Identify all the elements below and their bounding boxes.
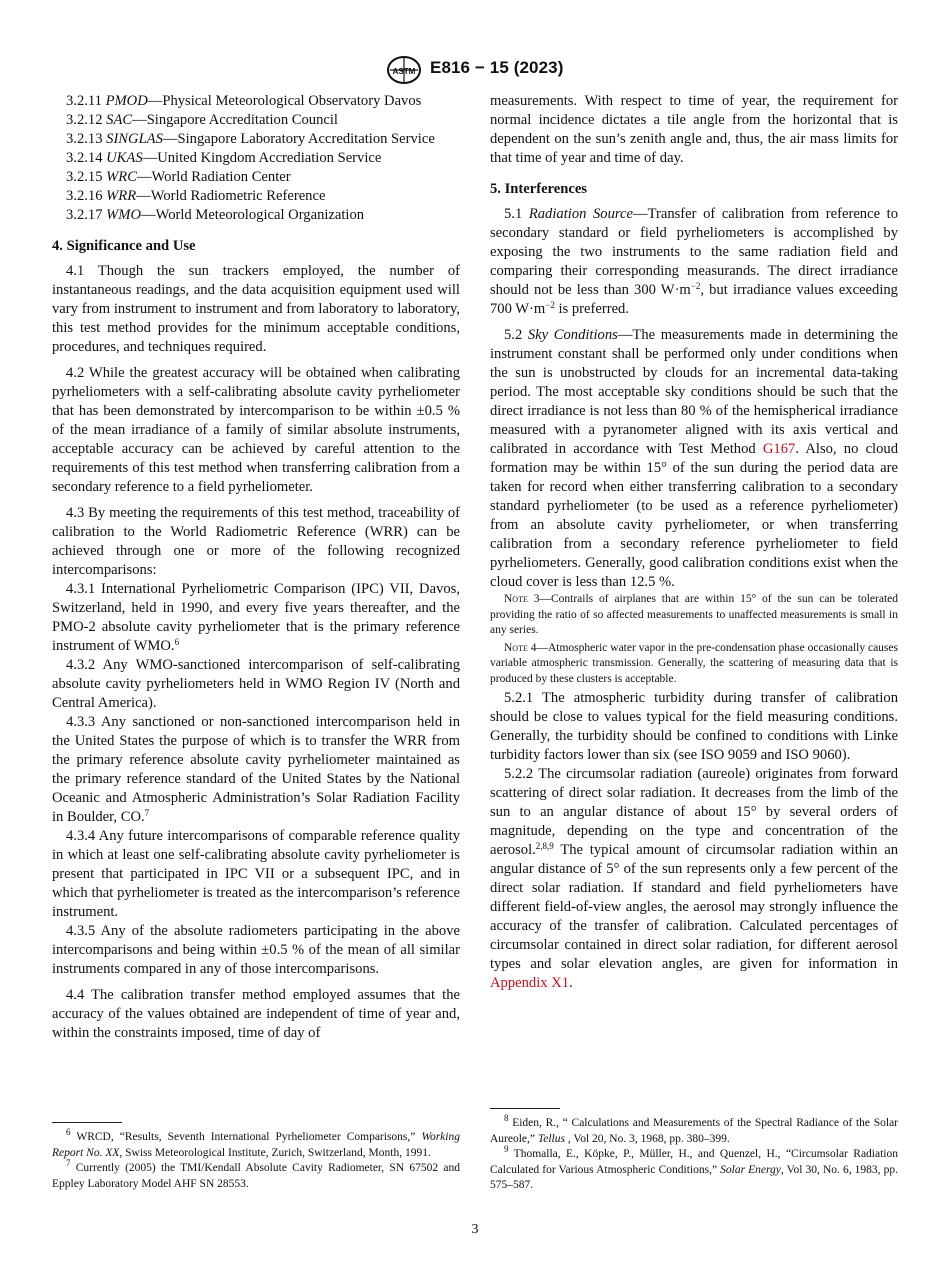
footnotes-left <box>52 1127 460 1192</box>
definition-3-2-13: 3.2.13 SINGLAS—Singapore Laboratory Accreditation Service <box>66 131 435 147</box>
page-number: 3 <box>471 1222 479 1237</box>
footnote-ref-6: 6 <box>174 637 180 647</box>
definition-3-2-14: 3.2.14 UKAS—United Kingdom Accrediation Service <box>66 150 382 166</box>
paragraph-4-3: 4.3 By meeting the requirements of this test method, traceability of calibration to the World Radiometric Reference (WRR) can be achieved through one or more of the following recognized intercomparisons: <box>52 505 460 578</box>
document-designation: E816 − 15 (2023) <box>430 58 564 77</box>
paragraph-4-3-3: 4.3.3 Any sanctioned or non-sanctioned intercomparison held in the United States the purpose of which is to transfer the WRR from the primary reference absolute cavity pyrheliometer maintained as the primary reference standard of the United States by the National Oceanic and Atmospheric Administration’s Solar Radiation Facility in Boulder, CO.$^7$ <box>52 714 460 825</box>
footnotes-right <box>490 1113 898 1194</box>
left-column <box>52 92 460 1043</box>
paragraph-4-1: 4.1 Though the sun trackers employed, the number of instantaneous readings, and the data acquisition equipment used will vary from instrument to instrument and from laboratory to laboratory, this test method provides for the minimum acceptable conditions, procedures, and techniques required. <box>52 263 460 355</box>
footnote-9: $^9$ Thomalla, E., Köpke, P., Müller, H., and Quenzel, H., “Circumsolar Radiation Calculated for Various Atmospheric Conditions,” Solar Energy, Vol 30, No. 6, 1983, pp. 575–587. <box>490 1144 898 1191</box>
link-g167[interactable]: G167 <box>762 441 796 457</box>
definition-3-2-12: 3.2.12 SAC—Singapore Accreditation Council <box>66 112 338 128</box>
note-4: Note 4—Atmospheric water vapor in the pre-condensation phase occasionally causes variable atmospheric transmission. Generally, the scattering of measuring data that is produced by these clusters is acceptable. <box>490 641 898 685</box>
paragraph-4-4: 4.4 The calibration transfer method employed assumes that the accuracy of the values obtained are independent of time of year and, within the constraints imposed, time of day of <box>52 987 460 1041</box>
paragraph-5-2-2: 5.2.2 The circumsolar radiation (aureole) originates from forward scattering of direct solar radiation. It decreases from the limb of the sun to an angular distance of about 15° by several orders of magnitude, depending on the type and concentration of the aerosol.$^{2,8,9}$ The typical amount of circumsolar radiation within an angular distance of 5° of the sun represents only a few percent of the direct solar radiation. If standard and field pyrheliometers have different field-of-view angles, the aerosol may strongly influence the accuracy of the transfer of calibration. Calculated percentages of circumsolar contained in direct solar radiation, for different aerosol types and solar elevation angles, are given for information in Appendix X1. <box>490 766 898 991</box>
section-heading-4: 4. Significance and Use <box>52 238 196 254</box>
definition-3-2-16: 3.2.16 WRR—World Radiometric Reference <box>66 188 326 204</box>
definition-3-2-17: 3.2.17 WMO—World Meteorological Organization <box>66 207 365 223</box>
paragraph-4-3-5: 4.3.5 Any of the absolute radiometers participating in the above intercomparisons and being within ±0.5 % of the mean of all similar instruments compared in any of those intercomparisons. <box>52 923 460 977</box>
footnote-ref-7: 7 <box>144 808 150 818</box>
paragraph-4-4-continued: measurements. With respect to time of year, the requirement for normal incidence dictates a tile angle from the horizontal that is dependent on the sun’s zenith angle and, thus, the air mass limits for that time of year and time of day. <box>490 93 898 166</box>
paragraph-4-3-4: 4.3.4 Any future intercomparisons of comparable reference quality in which at least one self-calibrating absolute cavity pyrheliometer is present that participated in IPC VII or a subsequent IPC, and in which that pyrheliometer is treated as the intercomparison’s reference instrument. <box>52 828 460 920</box>
paragraph-4-3-1: 4.3.1 International Pyrheliometric Comparison (IPC) VII, Davos, Switzerland, held in 1990, and every five years thereafter, and the PMO-2 absolute cavity pyrheliometer that is the primary reference instrument of WMO.$^6$ <box>52 581 460 654</box>
footnote-ref-2-8-9: 2,8,9 <box>535 841 554 851</box>
note-3: Note 3—Contrails of airplanes that are within 15° of the sun can be tolerated providing the ratio of so affected measurements to unaffected measurements is small in any series. <box>490 593 898 636</box>
footnote-rule-left <box>52 1122 122 1123</box>
footnote-8: $^8$ Eiden, R., “ Calculations and Measurements of the Spectral Radiance of the Solar Aureole,” Tellus , Vol 20, No. 3, 1968, pp. 380–399. <box>490 1113 898 1145</box>
astm-logo-icon <box>386 56 422 84</box>
definition-3-2-15: 3.2.15 WRC—World Radiation Center <box>66 169 291 185</box>
right-column <box>490 92 898 993</box>
paragraph-5-2-1: 5.2.1 The atmospheric turbidity during transfer of calibration should be close to values typical for the field measuring conditions. Generally, the turbidity should be confined to conditions with Linke turbidity factors lower than six (see ISO 9059 and ISO 9060). <box>490 690 898 763</box>
footnote-rule-right <box>490 1108 560 1109</box>
footnote-6: $^6$ WRCD, “Results, Seventh International Pyrheliometer Comparisons,” Working Report No. XX, Swiss Meteorological Institute, Zurich, Switzerland, Month, 1991. <box>52 1127 460 1159</box>
paragraph-5-2: 5.2 Sky Conditions—The measurements made in determining the instrument constant shall be performed only under conditions when the sun is unobstructed by clouds for an incremental data-taking period. The most acceptable sky conditions should be such that the direct irradiance is not less than 80 % of the hemispherical irradiance measured with a pyranometer aligned with its axis vertical and calibrated in accordance with Test Method G167. Also, no cloud formation may be within 15° of the sun during the period data are taken for record when either transferring calibration to a secondary standard pyrheliometer (to be used as a reference pyrheliometer) from an absolute cavity pyrheliometer, or when transferring calibration from a secondary reference pyrheliometer to field pyrheliometers. Generally, good calibration conditions exist when the cloud cover is less than 12.5 %. <box>490 327 898 590</box>
section-heading-5: 5. Interferences <box>490 181 587 197</box>
definition-3-2-11: 3.2.11 PMOD—Physical Meteorological Observatory Davos <box>66 93 422 109</box>
paragraph-4-3-2: 4.3.2 Any WMO-sanctioned intercomparison of self-calibrating absolute cavity pyrheliometers held in WMO Region IV (North and Central America). <box>52 657 460 711</box>
paragraph-5-1: 5.1 Radiation Source—Transfer of calibration from reference to secondary standard or field pyrheliometers is accomplished by exposing the two instruments to the same radiation field and comparing their corresponding measurands. The direct irradiance should not be less than 300 $W\cdot m^{-2}$, but irradiance values exceeding 700 $W\cdot m^{-2}$ is preferred. <box>490 206 898 317</box>
link-appendix-x1[interactable]: Appendix X1 <box>490 975 570 991</box>
paragraph-4-2: 4.2 While the greatest accuracy will be obtained when calibrating pyrheliometers with a self-calibrating absolute cavity pyrheliometer that has been demonstrated by intercomparison to be within ±0.5 % of the mean irradiance of a family of similar absolute instruments, acceptable accuracy can be achieved by careful attention to the requirements of this test method when transferring calibration from a secondary reference to a field pyrheliometer. <box>52 365 460 495</box>
astm-logo-text: ASTM <box>392 67 416 76</box>
page-header <box>0 56 950 86</box>
footnote-7: $^7$ Currently (2005) the TMI/Kendall Absolute Cavity Radiometer, SN 67502 and Eppley Laboratory Model AHF SN 28553. <box>52 1158 460 1190</box>
